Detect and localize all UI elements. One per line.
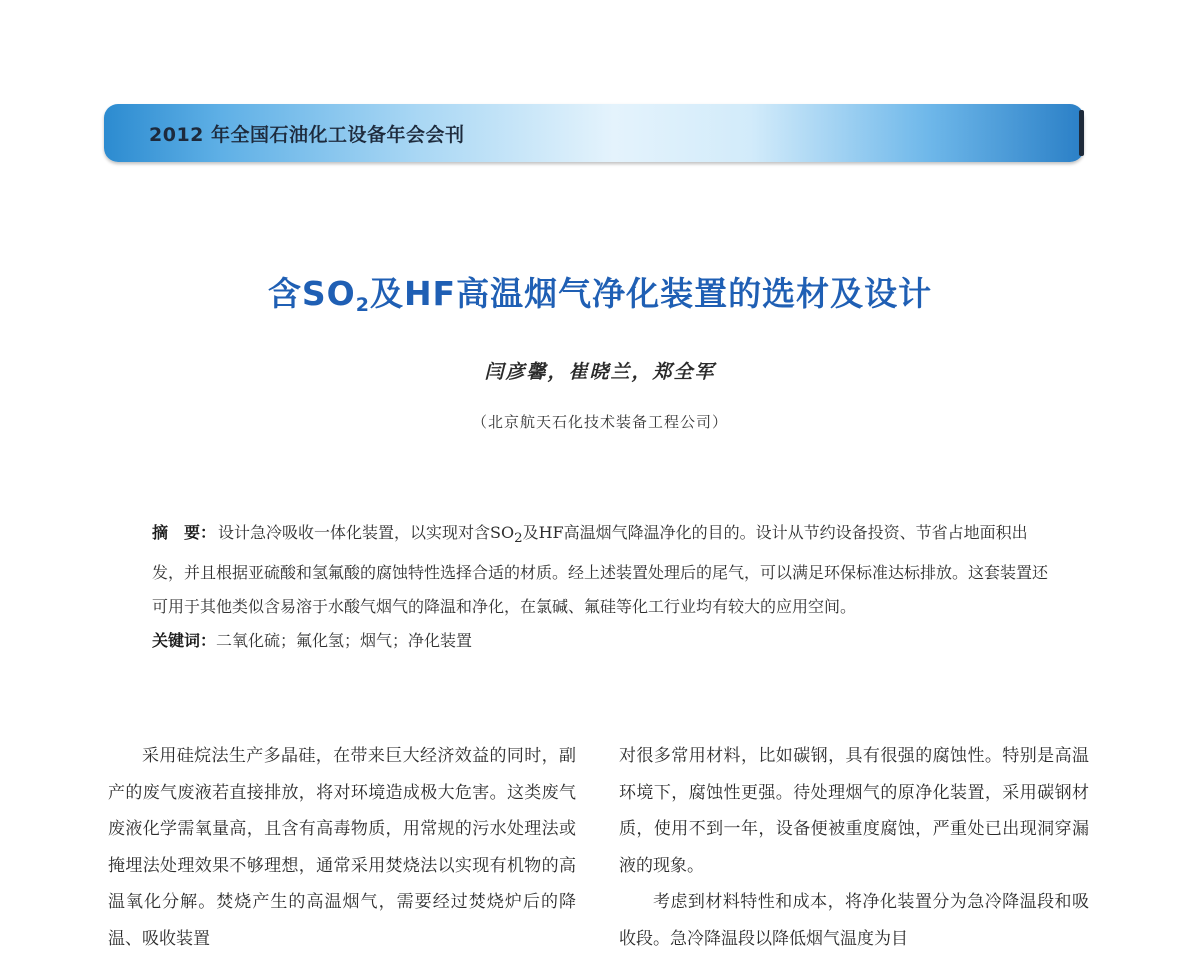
body-paragraph: 考虑到材料特性和成本，将净化装置分为急冷降温段和吸收段。急冷降温段以降低烟气温度为目 — [619, 892, 1089, 949]
title-subscript: 2 — [355, 294, 370, 316]
abstract-subscript: 2 — [514, 531, 523, 547]
body-right-column — [619, 738, 1089, 957]
banner-edge-mark — [1079, 110, 1084, 156]
abstract-text-part-2: 及HF高温烟气降温净化的目的。设计从节约设备投资、节省占地面积出发，并且根据亚硫酸和氢氟酸的腐蚀特性选择合适的材质。经上述装置处理后的尾气，可以满足环保标准达标排放。这套装置还可用于其他类似含易溶于水酸气烟气的降温和净化，在氯碱、氟硅等化工行业均有较大的应用空间。 — [152, 523, 1049, 617]
journal-name: 2012 年全国石油化工设备年会会刊 — [149, 124, 465, 146]
abstract-block — [152, 516, 1052, 658]
article-authors: 闫彦馨，崔晓兰，郑全军 — [484, 361, 716, 383]
abstract-paragraph — [152, 516, 1052, 624]
body-paragraph-continued: 对很多常用材料，比如碳钢，具有很强的腐蚀性。特别是高温环境下，腐蚀性更强。待处理烟气的原净化装置，采用碳钢材质，使用不到一年，设备便被重度腐蚀，严重处已出现洞穿漏液的现象。 — [619, 746, 1089, 876]
keywords-text: 二氧化硫；氟化氢；烟气；净化装置 — [216, 631, 473, 651]
body-paragraph: 采用硅烷法生产多晶硅，在带来巨大经济效益的同时，副产的废气废液若直接排放，将对环境造成极大危害。这类废气废液化学需氧量高，且含有高毒物质，用常规的污水处理法或掩埋法处理效果不够理想，通常采用焚烧法以实现有机物的高温氧化分解。焚烧产生的高温烟气，需要经过焚烧炉后的降温、吸收装置 — [108, 746, 576, 949]
body-left-column — [108, 738, 576, 957]
keywords-line — [152, 624, 1052, 658]
title-part-2: 及HF高温烟气净化装置的选材及设计 — [369, 274, 933, 313]
abstract-text-part-1: 设计急冷吸收一体化装置，以实现对含SO — [218, 523, 515, 542]
journal-header-banner — [104, 104, 1084, 162]
title-part-1: 含SO — [267, 274, 356, 313]
author-affiliation: （北京航天石化技术装备工程公司） — [471, 413, 728, 431]
article-title — [0, 268, 1200, 316]
abstract-label: 摘 要： — [152, 523, 217, 542]
keywords-label: 关键词： — [152, 631, 217, 651]
